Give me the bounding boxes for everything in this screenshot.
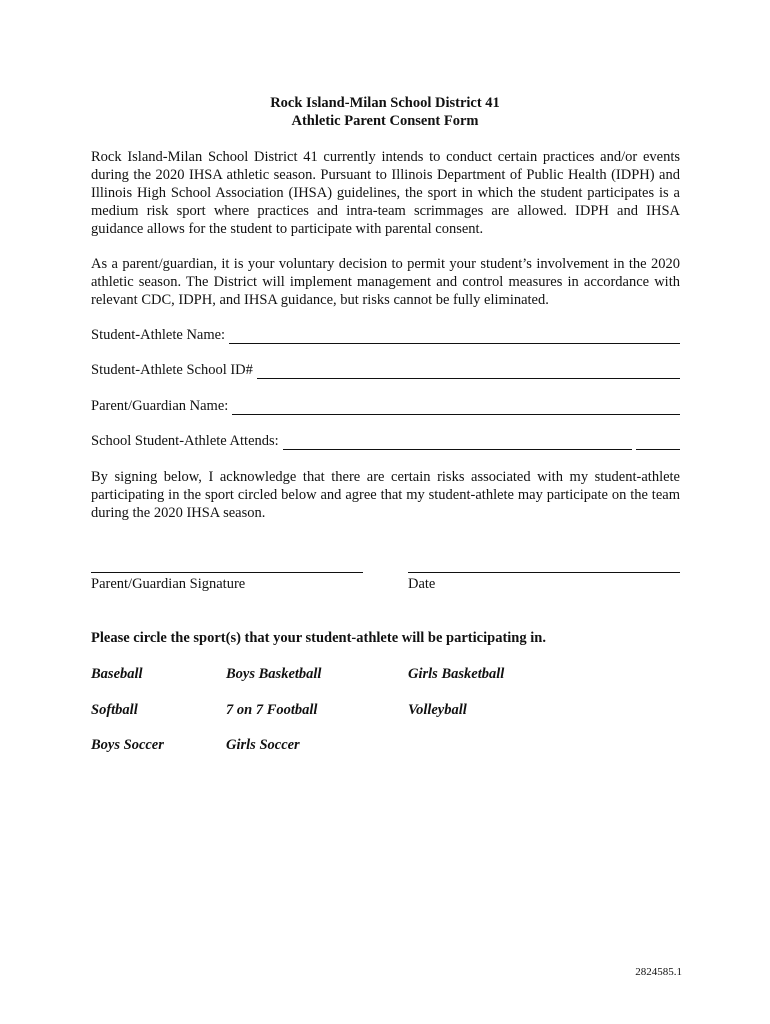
school-line[interactable] <box>283 437 632 450</box>
sports-heading: Please circle the sport(s) that your student-athlete will be participating in. <box>91 630 546 646</box>
school-label: School Student-Athlete Attends: <box>91 433 279 449</box>
sport-boys-soccer[interactable]: Boys Soccer <box>91 737 164 753</box>
student-id-label: Student-Athlete School ID# <box>91 362 253 378</box>
student-id-line[interactable] <box>257 366 680 379</box>
student-name-line[interactable] <box>229 331 680 344</box>
intro-paragraph: Rock Island-Milan School District 41 currently intends to conduct certain practices and/or events during the 2020 IHSA athletic season. Pursuant to Illinois Department of Public Health (IDPH) and Illinois High School Association (IHSA) guidelines, the sport in which the student participates is a medium risk sport where practices and intra-team scrimmages are allowed. IDPH and IHSA guidance allows for the student to participate with parental consent. <box>91 149 680 237</box>
student-name-field <box>91 326 680 344</box>
sport-boys-basketball[interactable]: Boys Basketball <box>226 666 322 682</box>
sport-softball[interactable]: Softball <box>91 702 138 718</box>
school-field <box>91 432 680 450</box>
acknowledgement-paragraph: By signing below, I acknowledge that there are certain risks associated with my student-athlete participating in the sport circled below and agree that my student-athlete may participate on the team during the 2020 IHSA season. <box>91 469 680 521</box>
guardian-name-field <box>91 397 680 415</box>
signature-line[interactable] <box>91 572 363 573</box>
sport-baseball[interactable]: Baseball <box>91 666 143 682</box>
form-title: Athletic Parent Consent Form <box>291 113 479 129</box>
sport-7-on-7-football[interactable]: 7 on 7 Football <box>226 702 318 718</box>
voluntary-paragraph: As a parent/guardian, it is your voluntary decision to permit your student’s involvement in the 2020 athletic season. The District will implement management and control measures in accordance with relevant CDC, IDPH, and IHSA guidance, but risks cannot be fully eliminated. <box>91 256 680 308</box>
date-label: Date <box>408 576 436 592</box>
signature-label: Parent/Guardian Signature <box>91 576 246 592</box>
sport-girls-soccer[interactable]: Girls Soccer <box>226 737 300 753</box>
guardian-name-line[interactable] <box>232 402 680 415</box>
school-line-tail <box>636 437 680 450</box>
student-name-label: Student-Athlete Name: <box>91 327 226 343</box>
district-title: Rock Island-Milan School District 41 <box>270 95 500 111</box>
guardian-name-label: Parent/Guardian Name: <box>91 398 229 414</box>
sport-volleyball[interactable]: Volleyball <box>408 702 467 718</box>
sport-girls-basketball[interactable]: Girls Basketball <box>408 666 505 682</box>
student-id-field <box>91 361 680 379</box>
date-line[interactable] <box>408 572 680 573</box>
document-number: 2824585.1 <box>635 966 682 978</box>
